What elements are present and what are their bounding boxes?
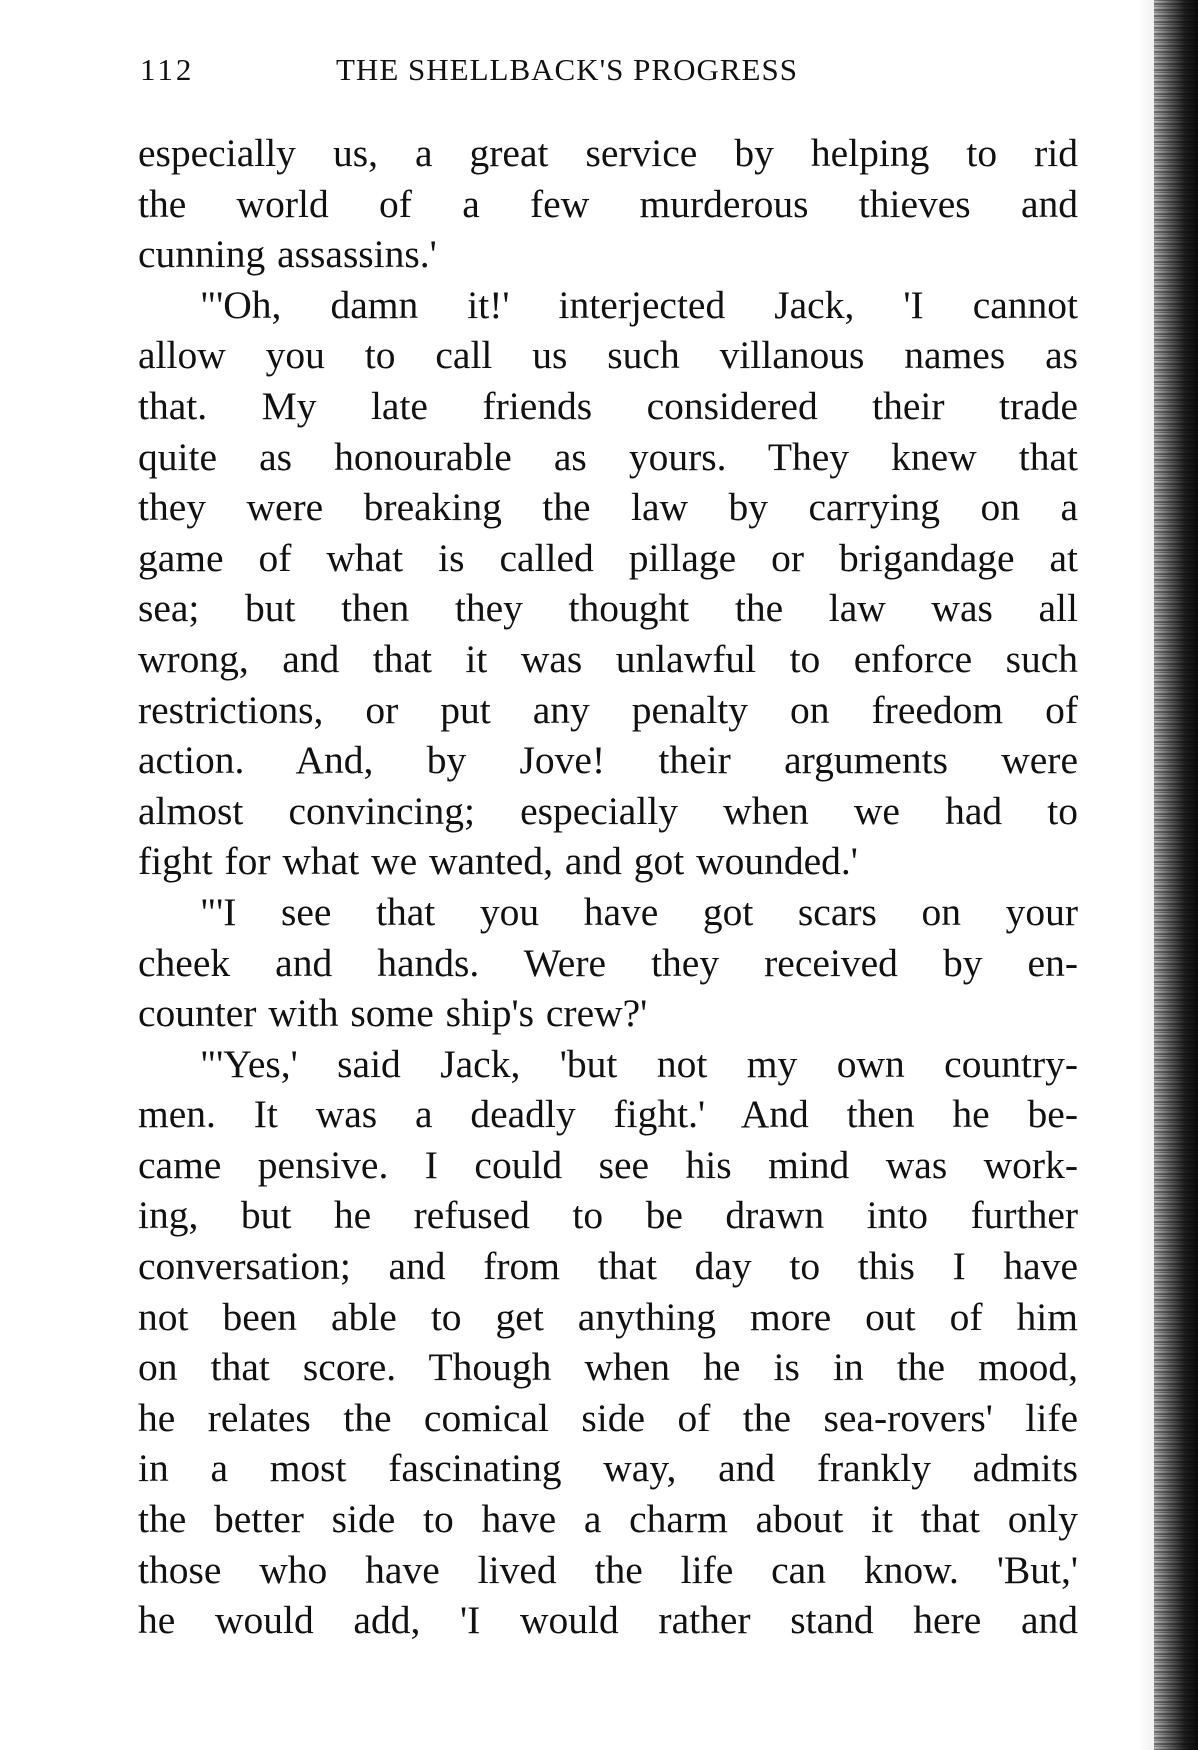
text-line: especially us, a great service by helping to rid <box>138 131 1078 175</box>
text-line: conversation; and from that day to this I have <box>138 1244 1078 1289</box>
text-line: those who have lived the life can know. 'But,' <box>138 1547 1078 1592</box>
text-line: counter with some ship's crew?' <box>138 991 648 1036</box>
text-line: cheek and hands. Were they received by en- <box>138 940 1078 985</box>
text-line: in a most fascinating way, and frankly admits <box>138 1446 1078 1491</box>
text-line: restrictions, or put any penalty on freedom of <box>138 687 1078 732</box>
text-line: they were breaking the law by carrying on a <box>138 485 1078 530</box>
text-line: he would add, 'I would rather stand here and <box>138 1598 1078 1643</box>
text-line: "'I see that you have got scars on your <box>200 889 1078 934</box>
text-line: "'Oh, damn it!' interjected Jack, 'I cannot <box>200 282 1078 327</box>
text-line: that. My late friends considered their trade <box>138 383 1078 428</box>
text-line: he relates the comical side of the sea-rovers' life <box>138 1395 1078 1440</box>
text-line: game of what is called pillage or brigandage at <box>138 535 1078 580</box>
text-line: ing, but he refused to be drawn into further <box>138 1193 1078 1238</box>
body-text <box>138 128 1078 1646</box>
text-line: sea; but then they thought the law was all <box>138 586 1078 631</box>
text-line: quite as honourable as yours. They knew that <box>138 434 1078 479</box>
text-line: cunning assassins.' <box>138 232 437 277</box>
running-title: THE SHELLBACK'S PROGRESS <box>336 52 798 87</box>
running-head <box>140 52 1070 92</box>
text-line: almost convincing; especially when we had to <box>138 788 1078 833</box>
text-line: allow you to call us such villanous names as <box>138 333 1078 378</box>
page-edge-shadow <box>1154 0 1198 1750</box>
text-line: fight for what we wanted, and got wounded.' <box>138 839 858 884</box>
text-line: men. It was a deadly fight.' And then he be- <box>138 1092 1078 1137</box>
text-line: action. And, by Jove! their arguments were <box>138 738 1078 783</box>
text-line: wrong, and that it was unlawful to enforce such <box>138 636 1078 681</box>
text-line: not been able to get anything more out of him <box>138 1294 1078 1339</box>
page-number: 112 <box>140 52 195 87</box>
text-line: on that score. Though when he is in the mood, <box>138 1345 1078 1390</box>
text-line: the world of a few murderous thieves and <box>138 181 1078 226</box>
text-line: came pensive. I could see his mind was work- <box>138 1142 1078 1187</box>
text-line: "'Yes,' said Jack, 'but not my own country- <box>200 1041 1078 1086</box>
text-line: the better side to have a charm about it that only <box>138 1497 1078 1542</box>
